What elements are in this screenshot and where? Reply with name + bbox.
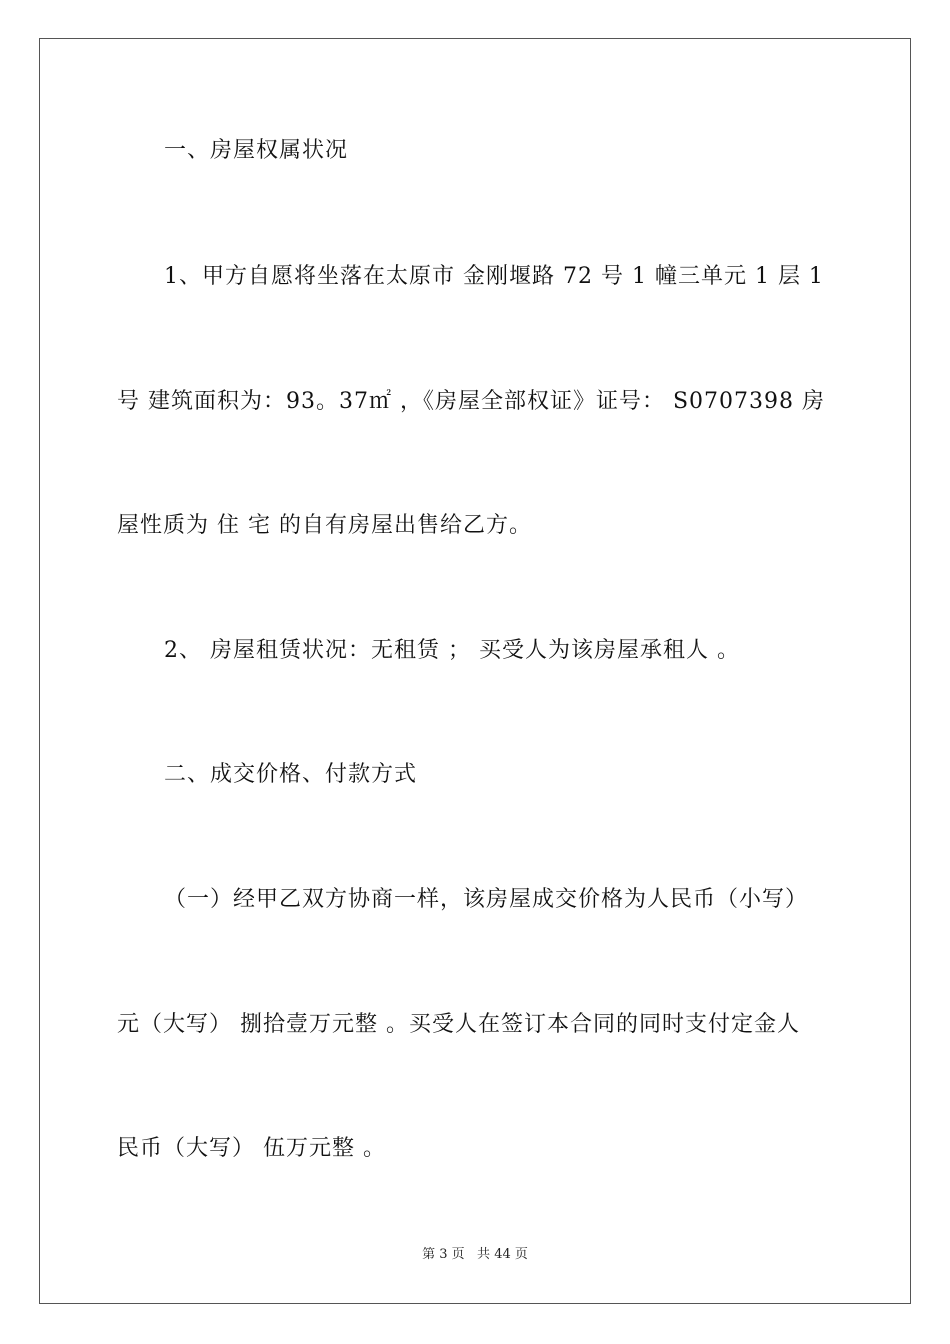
paragraph-line: 1、甲方自愿将坐落在太原市 金刚堰路 72 号 1 幢三单元 1 层 1 [164,264,824,289]
page-number-footer: 第 3 页 共 44 页 [422,1247,528,1262]
paragraph-line: 民币（大写） 伍万元整 。 [117,1136,386,1161]
page-border [39,38,911,1304]
paragraph-line: 屋性质为 住 宅 的自有房屋出售给乙方。 [117,513,532,538]
section-heading-property-ownership: 一、房屋权属状况 [164,138,349,163]
paragraph-line-rental-status: 2、 房屋租赁状况：无租赁 ； 买受人为该房屋承租人 。 [164,638,740,663]
paragraph-line: 号 建筑面积为：93。37㎡ ，《房屋全部权证》证号： S0707398 房 [117,389,826,414]
section-heading-price-payment: 二、成交价格、付款方式 [164,762,418,787]
paragraph-line: （一）经甲乙双方协商一样，该房屋成交价格为人民币（小写） [164,887,809,912]
paragraph-line: 元（大写） 捌拾壹万元整 。买受人在签订本合同的同时支付定金人 [117,1012,800,1037]
